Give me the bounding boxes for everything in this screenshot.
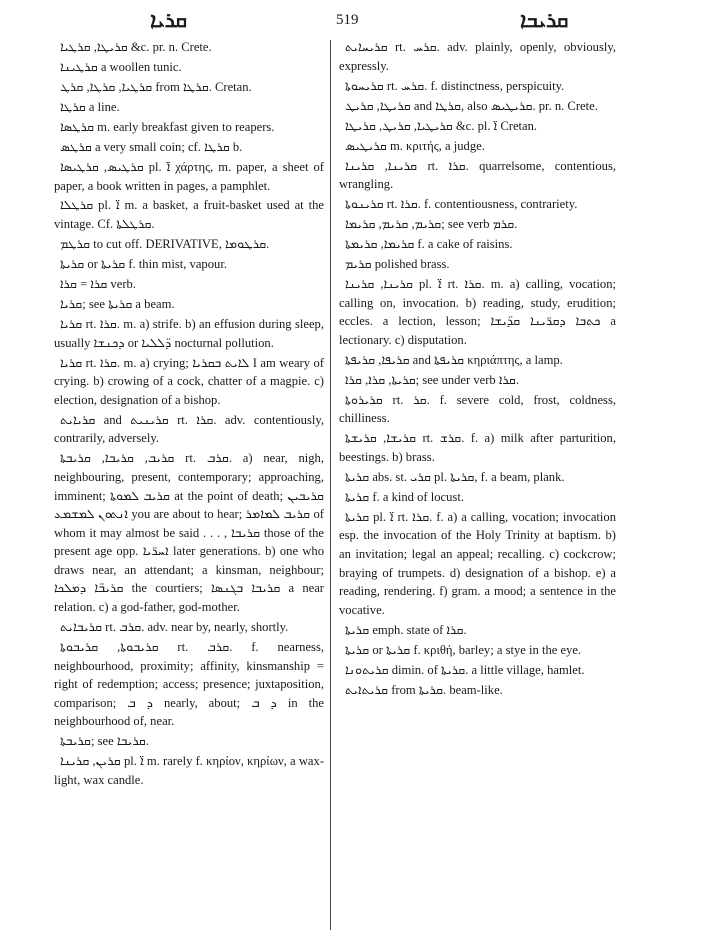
dictionary-entry: ܩܪܝܐܝܬ and ܩܪܝܢܝܬ rt. ܩܪܐ. adv. contentiously, contrarily, adversely.: [54, 412, 325, 446]
dictionary-entry: ܩܪܝܬܐ emph. state of ܩܪܐ.: [345, 622, 467, 637]
dictionary-entry: ܩܪܛܐ a line.: [60, 99, 120, 114]
dictionary-entry: ܩܪܝܢܘܬܐ rt. ܩܪܐ. f. contentiousness, contrariety.: [345, 197, 578, 212]
dictionary-entry: ܩܪܝܢܐ, ܩܪܝܢܐ pl. ܐ̈ rt. ܩܪܐ. m. a) calling, vocation; calling on, invocation. b) reading, study, erudition; eccles. a lection, lesson; ܟܬܒܐ ܕܩܪ̈ܝܢܐ ܩܕ̈ܝܫܐ a lectionary. c) disputation.: [339, 277, 616, 347]
right-column: [339, 38, 616, 701]
dictionary-entry: ܩܪܝܢ, ܩܪܝܢܐ pl. ܐ̈ m. rarely f. κηρίον, κηρίων, a wax-light, wax candle.: [54, 754, 325, 787]
dictionary-entry: ܩܪܝܢܐ, ܩܪܝܢܐ rt. ܩܪܐ. quarrelsome, contentious, wrangling.: [339, 158, 617, 192]
dictionary-entry: ܩܪܝܫܐ, ܩܪܝܫܬܐ rt. ܩܪܫ. f. a) milk after parturition, beestings. b) brass.: [339, 431, 616, 464]
dictionary-entry: ܩܪܝܪܘܬܐ rt. ܩܪ. f. severe cold, frost, coldness, chilliness.: [339, 392, 617, 426]
dictionary-entry: ܩܪܐ = ܩܪܐ verb.: [60, 277, 136, 292]
dictionary-entry: ܩܪܝܬܐ abs. st. ܩܪܝ pl. ܩܪܝܬܐ, f. a beam, plank.: [345, 469, 565, 484]
dictionary-entry: ܩܪܝܛܝܐ, ܩܪܝܛ, ܩܪܝܛܐ &c. pl. ܐ̈ Cretan.: [345, 118, 538, 133]
dictionary-entry: ܩܪܝܐ rt. ܩܪܐ. m. a) crying; ܠܐܝܬ ܒܩܪܝܐ I am weary of crying. b) crowing of a cock, chatter of a magpie. c) election, designation of a bishop.: [54, 355, 324, 407]
dictionary-entry: ܩܪܝܒܐܝܬ rt. ܩܪܒ. adv. near by, nearly, shortly.: [60, 620, 289, 635]
dictionary-entry: ܩܪܝܬܘܢܐ dimin. of ܩܪܝܬܐ. a little village, hamlet.: [345, 662, 585, 677]
running-head-left: ܩܪܝܐ: [150, 8, 188, 32]
dictionary-entry: ܩܪܝܬܐ or ܩܪܝܬܐ f. thin mist, vapour.: [60, 257, 227, 272]
dictionary-entry: ܩܪܛܝܐ, ܩܪܛܐ, ܩܪܛ from ܩܪܛܐ. Cretan.: [60, 79, 252, 94]
dictionary-entry: ܩܪܛܣ a very small coin; cf. ܩܪܛܐ b.: [60, 139, 243, 154]
dictionary-entry: ܩܪܝܬܐ pl. ܐ̈ rt. ܩܪܐ. f. a) a calling, vocation; invocation esp. the invocation of the Holy Trinity at baptism. b) an invitation; legal an appeal; recalling. c) cockcrow; braying of trumpets. d) designation of a bishop. e) a reading, rendering. f) gram. a mood; a sentence in the vocative.: [339, 509, 617, 617]
dictionary-entry: ܩܪܛܣܐ m. early breakfast given to reapers.: [60, 119, 275, 134]
dictionary-entry: ܩܪܛܡ to cut off. DERIVATIVE, ܩܪܛܘܡܐ.: [60, 237, 270, 252]
page-number: 519: [336, 12, 359, 28]
dictionary-entry: ܩܪܛܠܐ pl. ܐ̈ m. a basket, a fruit-basket used at the vintage. Cf. ܩܪܛܠܬܐ.: [54, 198, 324, 232]
left-column: [54, 38, 324, 791]
running-head-right: ܩܪܝܒܐ: [520, 8, 569, 32]
dictionary-entry: ܩܪܝܬܐ or ܩܪܝܬܐ f. κριθή, barley; a stye in the eye.: [345, 642, 582, 657]
dictionary-entry: ܩܪܝܡ polished brass.: [345, 257, 450, 272]
column-divider: [330, 40, 331, 930]
dictionary-entry: ܩܪܝܒܘܬܐ, ܩܪܝܒܘܬܐ rt. ܩܪܒ. f. nearness, neighbourhood, proximity; affinity, kinsmanship = right of redemption; access; presence; juxtaposition, comparison; ܕ ܒ nearly, about; ܕ ܒ in the neighbourhood of, near.: [54, 640, 324, 729]
dictionary-entry: ܩܪܝܛܝܣ m. κριτής, a judge.: [345, 138, 485, 153]
dictionary-entry: ܩܪܝܛܐ, ܩܪܝܛ and ܩܪܛܐ, also ܩܪܝܛܝܣ. pr. n. Crete.: [345, 98, 598, 113]
dictionary-entry: ܩܪܝܬܐ f. a kind of locust.: [345, 489, 464, 504]
dictionary-entry: ܩܪܝܐ rt. ܩܪܐ. m. a) strife. b) an effusion during sleep, usually ܕܟܢܫܐ or ܕ̈ܠܠܝܐ nocturnal pollution.: [54, 317, 325, 350]
dictionary-entry: ܩܪܝܦܐ, ܩܪܝܦܬܐ and ܩܪܝܦܬܐ κηριάπτης, a lamp.: [345, 352, 563, 367]
dictionary-entry: ܩܪܝܡܐ, ܩܪܝܡܬܐ f. a cake of raisins.: [345, 237, 513, 252]
dictionary-entry: ܩܪܝܡ, ܩܪܝܡ, ܩܪܝܡܐ; see verb ܩܪܡ.: [345, 217, 518, 232]
dictionary-entry: ܩܪܝܒܬܐ; see ܩܪܝܒܐ.: [60, 734, 149, 749]
dictionary-entry: ܩܪܛܝܣ, ܩܪܛܝܣܐ pl. ܐ̈ χάρτης, m. paper, a sheet of paper, a book written in pages, a pamphlet.: [54, 159, 324, 193]
dictionary-entry: ܩܪܝܬܐ, ܩܪܐ, ܩܪܐ; see under verb ܩܪܐ.: [345, 372, 519, 387]
dictionary-entry: ܩܪܝܒ, ܩܪܝܒܐ, ܩܪܝܒܬܐ rt. ܩܪܒ. a) near, nigh, neighbouring, present, contemporary; approaching, imminent; ܩܪܝܒ ܠܡܘܬܐ at the point of death; ܩܪܝܒܝܢ ܐܢܬܘܢ ܠܡܫܡܥ you are about to hear; ܩܪܝܒ ܠܡܐܡܪ of whom it may almost be said . . . , ܩܪܝܒܐ those of the present age opp. ܐܚܪ̈ܝܐ later generations. b) one who draws near, an attendant; a kinsman, neighbour; ܩܪܝܒ̈ܐ ܕܡܠܟܐ the courtiers; ܩܪܝܒܐ ܒܓܢܣܐ a near relation. c) a god-father, god-mother.: [54, 451, 325, 615]
dictionary-entry: ܩܪܝܛܐ, ܩܪܛܝܐ &c. pr. n. Crete.: [60, 40, 212, 54]
dictionary-entry: ܩܪܝܬܐܝܬ from ܩܪܝܬܐ. beam-like.: [345, 682, 503, 697]
dictionary-entry: ܩܪܝܚܐܝܬ rt. ܩܪܚ. adv. plainly, openly, obviously, expressly.: [339, 40, 616, 73]
page-header: [0, 6, 704, 36]
dictionary-entry: ܩܪܝܐ; see ܩܪܝܬܐ a beam.: [60, 297, 175, 312]
dictionary-entry: ܩܪܝܚܘܬܐ rt. ܩܪܚ. f. distinctness, perspicuity.: [345, 78, 565, 93]
dictionary-entry: ܩܪܛܝܢܐ a woollen tunic.: [60, 59, 182, 74]
